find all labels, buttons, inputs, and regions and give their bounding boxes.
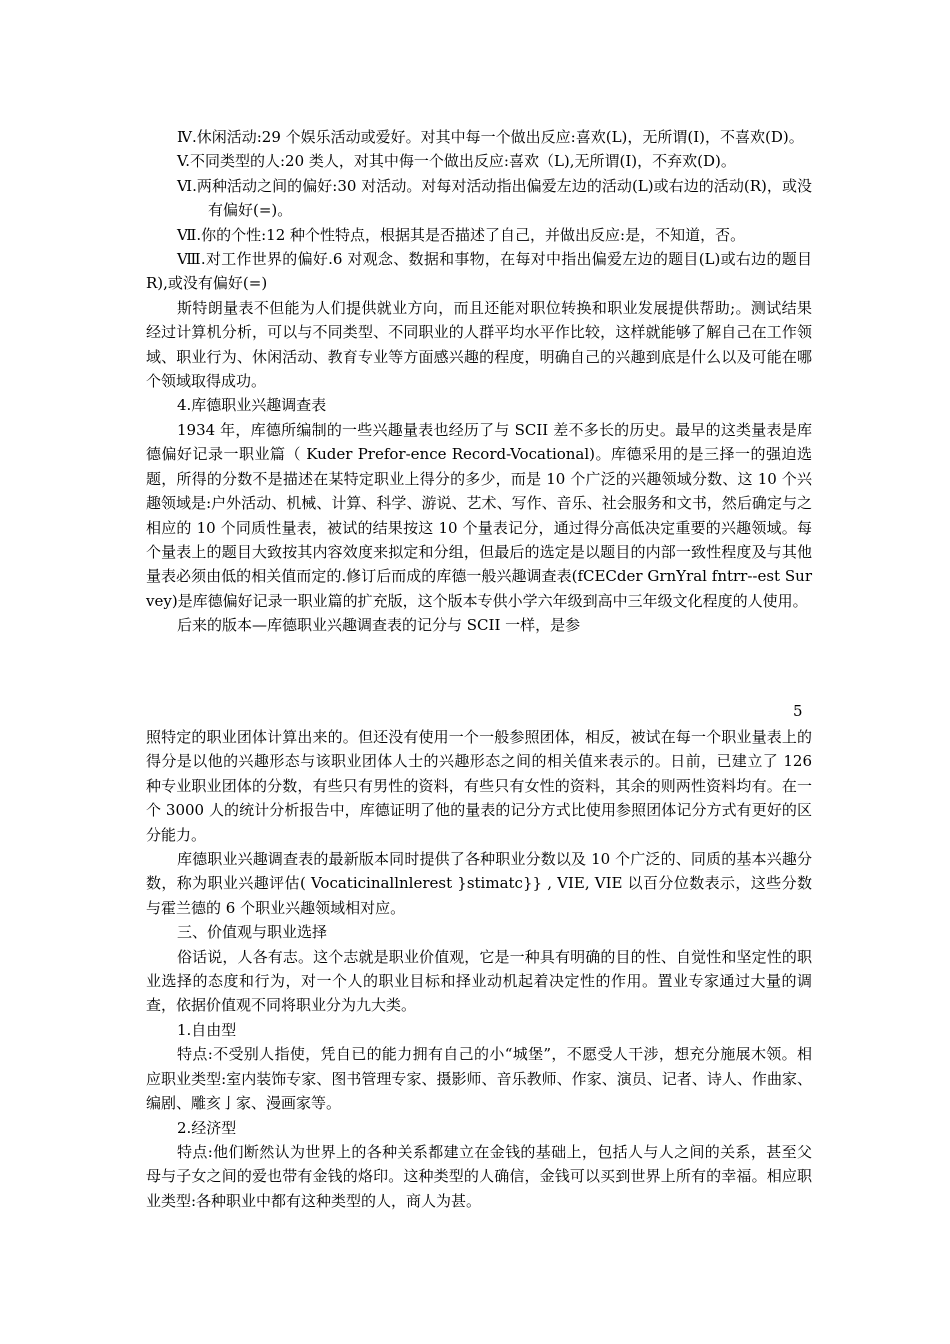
section-heading-kuder: 4.库德职业兴趣调查表 bbox=[177, 396, 327, 415]
list-item-viii: Ⅷ.对工作世界的偏好.6 对观念、数据和事物，在每对中指出偏爱左边的题目(L)或右边的题目 R),或没有偏好(=) bbox=[146, 250, 812, 293]
paragraph-continued: 照特定的职业团体计算出来的。但还没有使用一个一般参照团体，相反，被试在每一个职业量表上的得分是以他的兴趣形态与该职业团体人士的兴趣形态之间的相关值来表示的。日前，已建立了 126 种专业职业团体的分数，有些只有男性的资料，有些只有女性的资料，其余的则两性资料均有。在一个 3000 人的统计分析报告中，库德证明了他的量表的记分方式比使用参照团体记分方式有更好的区分能力。 bbox=[146, 728, 812, 844]
list-item-iv: Ⅳ.休闲活动:29 个娱乐活动或爱好。对其中每一个做出反应:喜欢(L)，无所谓(I)，不喜欢(D)。 bbox=[177, 128, 804, 146]
paragraph-values: 俗话说，人各有志。这个志就是职业价值观，它是一种具有明确的目的性、自觉性和坚定性的职业选择的态度和行为，对一个人的职业目标和择业动机起着决定性的作用。置业专家通过大量的调查，依据价值观不同将职业分为九大类。 bbox=[146, 947, 812, 1015]
paragraph-kuder-history: 1934 年，库德所编制的一些兴趣量表也经历了与 SCII 差不多长的历史。最早的这类量表是库德偏好记录一职业篇（ Kuder Prefor-ence Record-Vocational)。库德采用的是三择一的强迫选题，所得的分数不是描述在某特定职业上得分的多少，而是 10 个广泛的兴趣领域分数、这 10 个兴趣领域是:户外活动、机械、计算、科学、游说、艺术、写作、音乐、社会服务和文书，然后确定与之相应的 10 个同质性量表，被试的结果按这 10 个量表记分，通过得分高低决定重要的兴趣领域。每个量表上的题目大致按其内容效度来拟定和分组，但最后的选定是以题目的内部一致性程度及与其他量表必须由低的相关值而定的.修订后而成的库德一般兴趣调查表(fCECder GrnYral fntrr--est Survey)是库德偏好记录一职业篇的扩充版，这个版本专供小学六年级到高中三年级文化程度的人使用。 bbox=[146, 420, 812, 610]
heading-economic-type: 2.经济型 bbox=[177, 1118, 237, 1137]
paragraph-strong-inventory: 斯特朗量表不但能为人们提供就业方向，而且还能对职位转换和职业发展提供帮助;。测试结果经过计算机分析，可以与不同类型、不同职业的人群平均水平作比较，这样就能够了解自己在工作领域、职业行为、休闲活动、教育专业等方面感兴趣的程度，明确自己的兴趣到底是什么以及可能在哪个领域取得成功。 bbox=[146, 298, 812, 391]
page-number: 5 bbox=[793, 702, 803, 720]
list-item-v: V.不同类型的人:20 类人，对其中侮一个做出反应:喜欢（L),无所谓(I)，不弃欢(D)。 bbox=[177, 152, 736, 171]
paragraph-economic-type: 特点:他们断然认为世界上的各种关系都建立在金钱的基础上，包括人与人之间的关系，甚至父母与子女之间的爱也带有金钱的烙印。这种类型的人确信，金钱可以买到世界上所有的幸福。相应职业类型:各种职业中都有这种类型的人，商人为甚。 bbox=[146, 1142, 812, 1210]
heading-free-type: 1.自由型 bbox=[177, 1020, 237, 1039]
top-text-block bbox=[146, 125, 812, 638]
paragraph-free-type: 特点:不受别人指使，凭自已的能力拥有自己的小“城堡”，不愿受人干涉，想充分施展木领。相应职业类型:室内装饰专家、图书管理专家、摄影师、音乐教师、作家、演员、记者、诗人、作曲家、编剧、雕亥亅家、漫画家等。 bbox=[146, 1045, 812, 1113]
paragraph-kuder-latest: 库德职业兴趣调查表的最新版本同时提供了各种职业分数以及 10 个广泛的、同质的基本兴趣分数，称为职业兴趣评估( Vocaticinallnlerest }stimatc}} , VIE, VIE 以百分位数表示，这些分数与霍兰德的 6 个职业兴趣领域相对应。 bbox=[146, 850, 812, 917]
list-item-vii: Ⅶ.你的个性:12 种个性特点，根据其是否描述了自己，并做出反应:是，不知道，否。 bbox=[177, 225, 746, 244]
section-heading-values: 三、价值观与职业选择 bbox=[177, 923, 328, 942]
bottom-text-block bbox=[146, 725, 812, 1213]
list-item-vi: Ⅵ.两种活动之间的偏好:30 对活动。对每对活动指出偏爱左边的活动(L)或右边的活动(R)，或没有偏好(=)。 bbox=[177, 176, 812, 220]
paragraph-kuder-later-version: 后来的版本—库德职业兴趣调查表的记分与 SCII 一样，是参 bbox=[177, 616, 581, 635]
